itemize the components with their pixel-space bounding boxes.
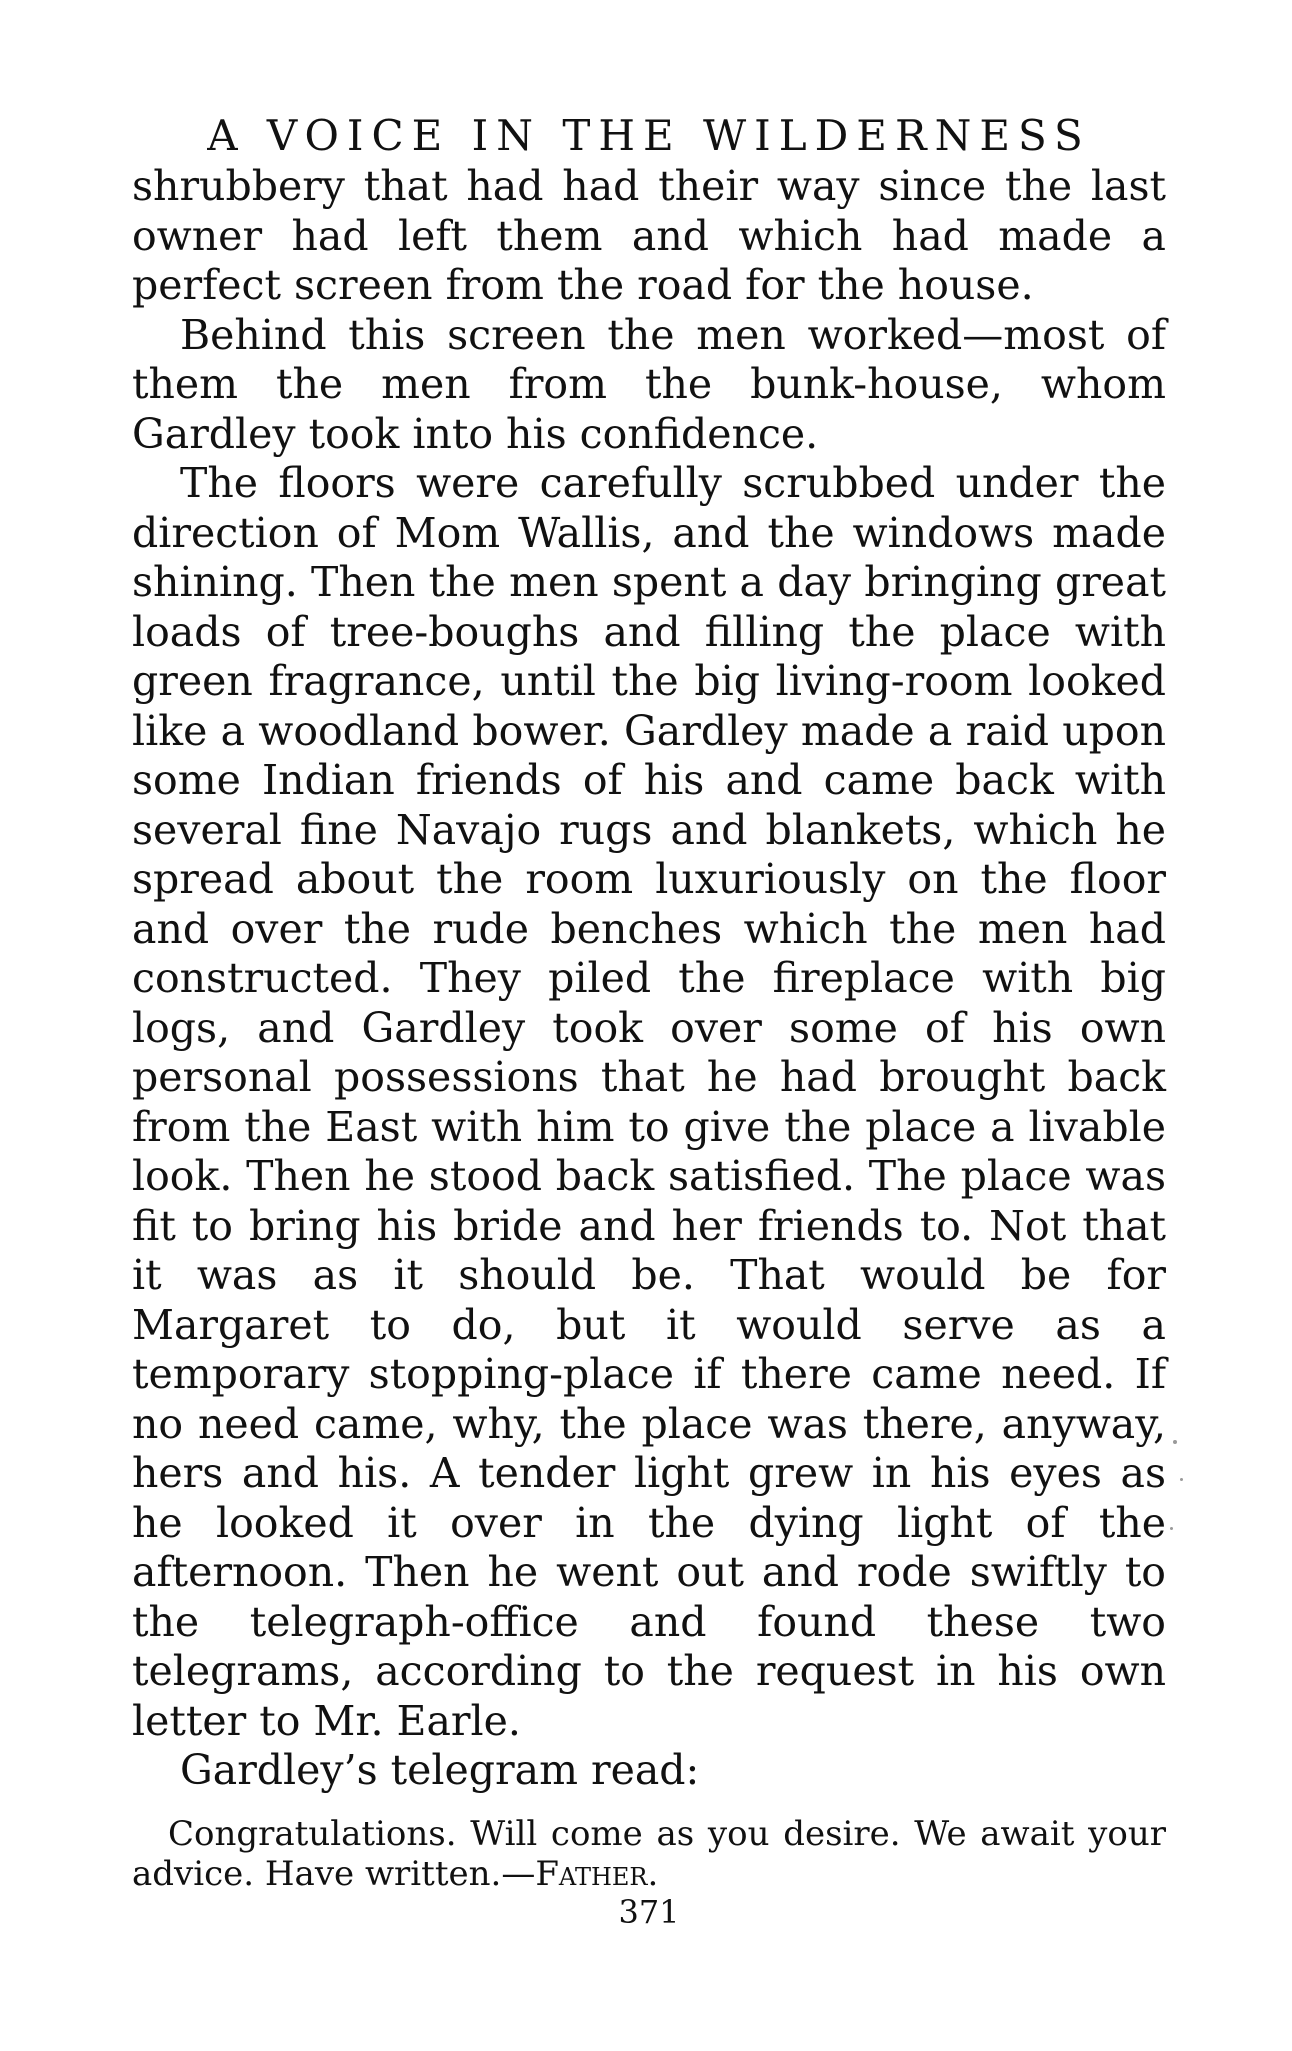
scan-speck — [1173, 1440, 1177, 1444]
telegram-signature: Father. — [535, 1853, 659, 1894]
scan-speck — [1180, 1478, 1183, 1481]
telegram-quote — [132, 1814, 1166, 1894]
paragraph-telegram-intro: Gardley’s telegram read: — [180, 1746, 700, 1794]
running-title: A VOICE IN THE WILDERNESS — [207, 111, 1091, 160]
book-page — [132, 112, 1166, 1930]
paragraph-behind-screen: Behind this screen the men worked—most of them the men from the bunk-house, whom Gardley took into his confidence. — [132, 310, 1166, 458]
scan-speck — [1170, 1527, 1173, 1530]
paragraph-continuation: shrubbery that had had their way since the last owner had left them and which had made a perfect screen from the road for the house. — [132, 162, 1166, 309]
page-number: 371 — [618, 1892, 680, 1931]
paragraph-floors-scrubbed: The floors were carefully scrubbed under the direction of Mom Wallis, and the windows made shining. Then the men spent a day bringing great loads of tree-boughs and filling the place with green fragrance, until the big living-room looked like a woodland bower. Gardley made a raid upon some Indian friends of his and came back with several fine Navajo rugs and blankets, which he spread about the room luxuriously on the floor and over the rude benches which the men had constructed. They piled the fireplace with big logs, and Gardley took over some of his own personal possessions that he had brought back from the East with him to give the place a livable look. Then he stood back satisfied. The place was fit to bring his bride and her friends to. Not that it was as it should be. That would be for Margaret to do, but it would serve as a temporary stopping-place if there came need. If no need came, why, the place was there, anyway, hers and his. A tender light grew in his eyes as he looked it over in the dying light of the afternoon. Then he went out and rode swiftly to the telegraph-office and found these two telegrams, according to the request in his own letter to Mr. Earle. — [132, 459, 1166, 1745]
telegram-text: Congratulations. Will come as you desire. We await your advice. Have written.— — [132, 1813, 1166, 1894]
